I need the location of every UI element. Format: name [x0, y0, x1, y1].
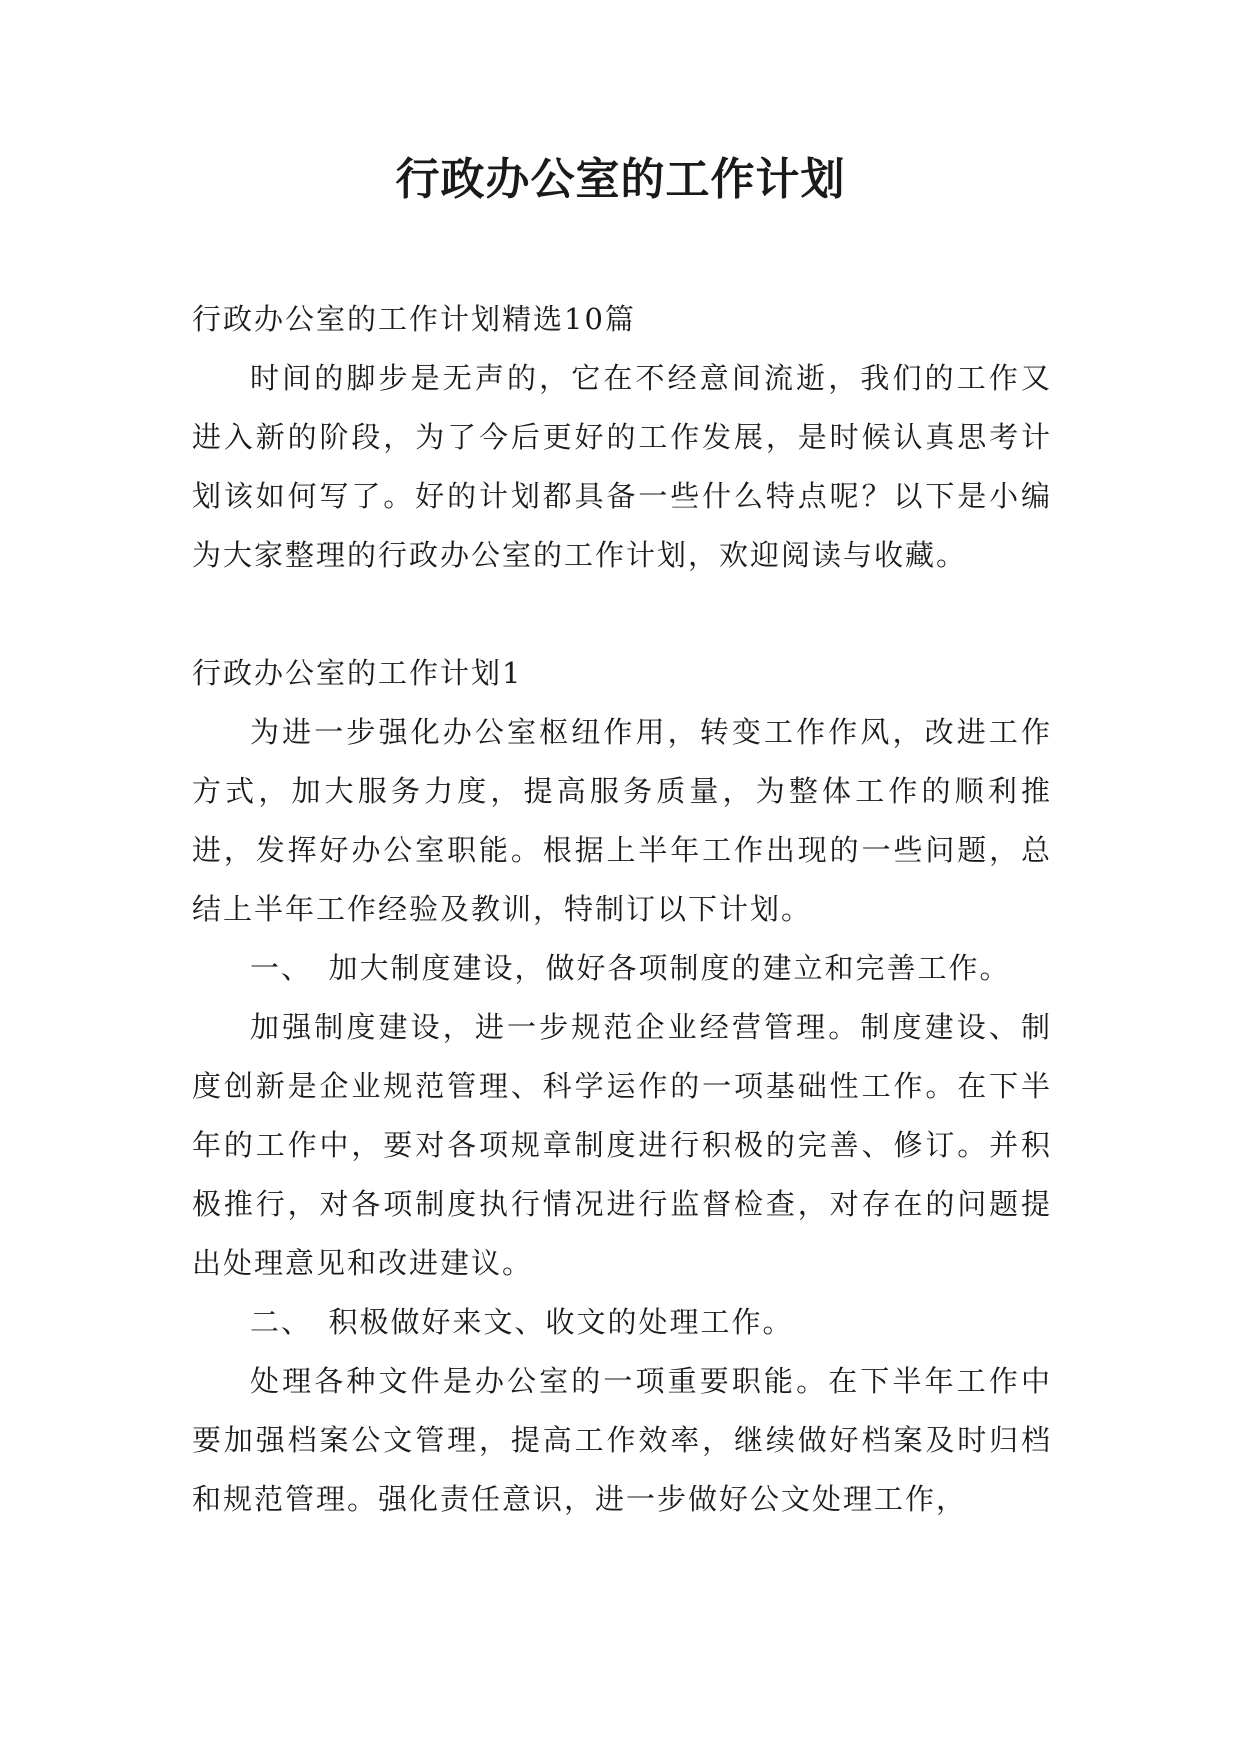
document-title: 行政办公室的工作计划 [395, 154, 846, 205]
body-paragraph: 加强制度建设，进一步规范企业经营管理。制度建设、制度创新是企业规范管理、科学运作的一项基础性工作。在下半年的工作中，要对各项规章制度进行积极的完善、修订。并积极推行，对各项制度执行情况进行监督检查，对存在的问题提出处理意见和改进建议。 [192, 1010, 1052, 1280]
list-heading: 二、 积极做好来文、收文的处理工作。 [250, 1305, 794, 1339]
body-paragraph: 处理各种文件是办公室的一项重要职能。在下半年工作中要加强档案公文管理，提高工作效率，继续做好档案及时归档和规范管理。强化责任意识，进一步做好公文处理工作， [192, 1364, 1052, 1516]
body-paragraph: 为进一步强化办公室枢纽作用，转变工作作风，改进工作方式，加大服务力度，提高服务质量，为整体工作的顺利推进，发挥好办公室职能。根据上半年工作出现的一些问题，总结上半年工作经验及教训，特制订以下计划。 [192, 715, 1052, 926]
section-heading: 行政办公室的工作计划1 [192, 656, 523, 690]
list-heading: 一、 加大制度建设，做好各项制度的建立和完善工作。 [250, 951, 1011, 985]
document-body [192, 290, 1052, 1529]
document-subtitle: 行政办公室的工作计划精选10篇 [192, 302, 636, 336]
intro-paragraph: 时间的脚步是无声的，它在不经意间流逝，我们的工作又进入新的阶段，为了今后更好的工作发展，是时候认真思考计划该如何写了。好的计划都具备一些什么特点呢？以下是小编为大家整理的行政办公室的工作计划，欢迎阅读与收藏。 [192, 361, 1052, 572]
